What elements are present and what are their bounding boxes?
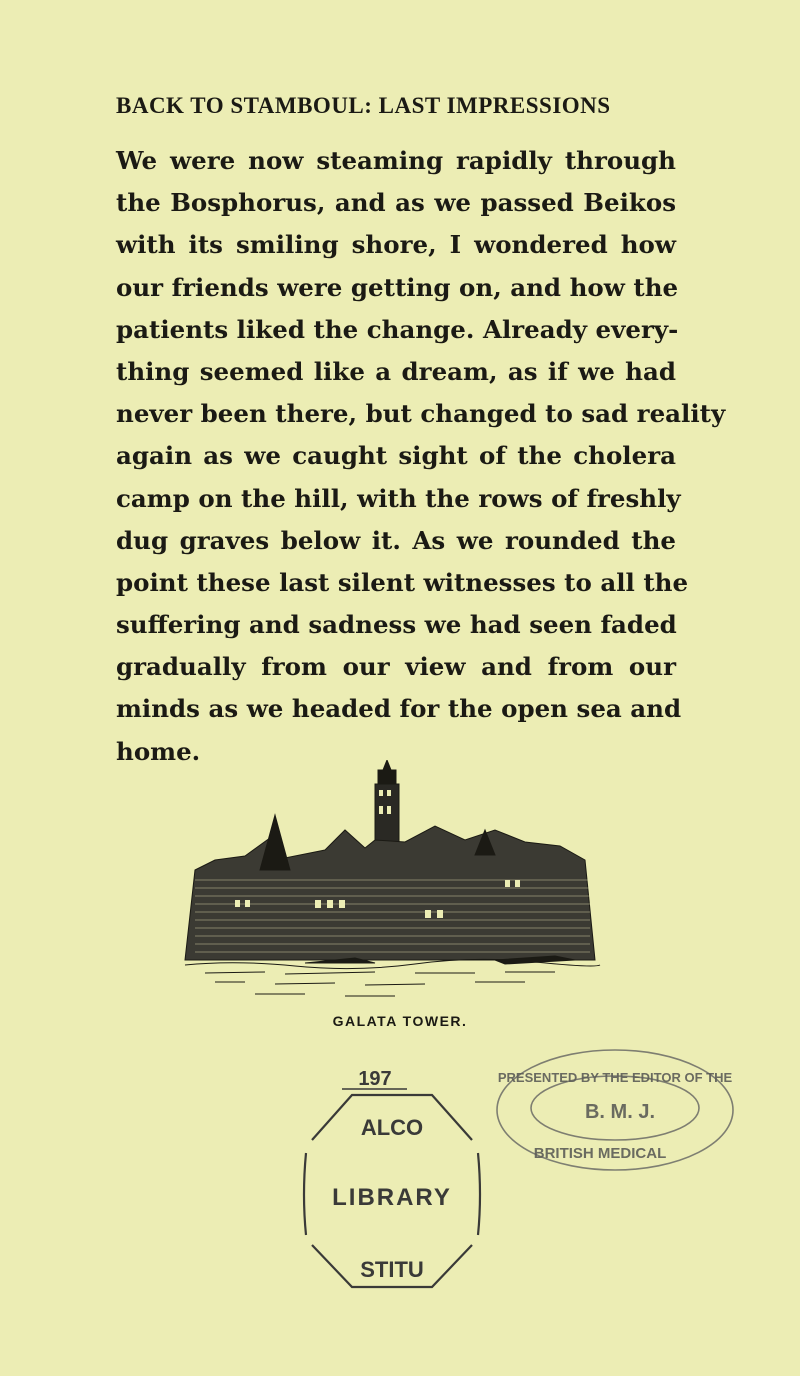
text-line: patients liked the change. Already every- — [116, 314, 679, 344]
text-line: again as we caught sight of the cholera — [116, 441, 676, 471]
seal-line-bottom: BRITISH MEDICAL — [533, 1145, 667, 1162]
stamp-arc-top: ALCO — [360, 1115, 424, 1140]
text-line: minds as we headed for the open sea and — [116, 694, 682, 724]
text-line: with its smiling shore, I wondered how — [116, 230, 676, 260]
text-line: never been there, but changed to sad reality — [116, 399, 726, 429]
body-paragraph — [116, 140, 726, 773]
text-line: the Bosphorus, and as we passed Beikos — [116, 188, 676, 218]
figure-caption: GALATA TOWER. — [332, 1013, 468, 1029]
text-line: gradually from our view and from our — [116, 652, 676, 682]
text-line: our friends were getting on, and how the — [116, 272, 679, 302]
stamp-number: 197 — [358, 1068, 392, 1090]
library-stamp — [292, 1055, 492, 1295]
running-head: BACK TO STAMBOUL: LAST IMPRESSIONS — [116, 93, 611, 118]
text-line: We were now steaming rapidly through — [116, 146, 676, 175]
text-line: dug graves below it. As we rounded the — [116, 525, 676, 555]
text-line: thing seemed like a dream, as if we had — [116, 356, 676, 386]
seal-center: B. M. J. — [584, 1101, 656, 1123]
text-line: point these last silent witnesses to all the — [116, 567, 689, 597]
stamp-arc-bottom: STITU — [360, 1257, 424, 1282]
water-lines — [185, 959, 600, 996]
seal-line-top: PRESENTED BY THE EDITOR OF THE — [497, 1070, 733, 1085]
text-line: camp on the hill, with the rows of freshly — [116, 483, 681, 513]
stamp-library-word: LIBRARY — [332, 1184, 452, 1211]
text-line: suffering and sadness we had seen faded — [116, 610, 677, 640]
presentation-seal-stamp — [490, 1040, 740, 1215]
text-line: home. — [116, 736, 201, 766]
galata-tower-illustration — [175, 760, 605, 1005]
